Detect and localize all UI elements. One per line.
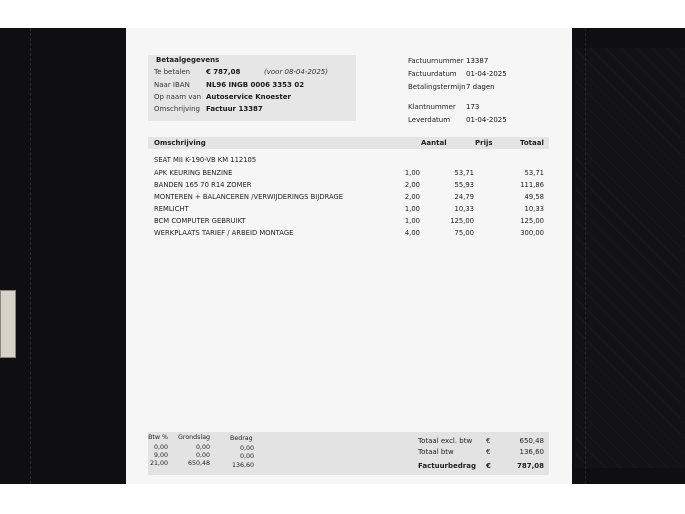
vat-amount: 0,00 bbox=[239, 453, 254, 460]
table-row bbox=[154, 205, 544, 215]
payment-term-label: Betalingstermijn bbox=[408, 83, 466, 91]
item-description: APK KEURING BENZINE bbox=[154, 169, 233, 177]
payment-label: Op naam van bbox=[154, 93, 202, 101]
vat-base-header: Grondslag bbox=[178, 434, 211, 441]
iban-value: NL96 INGB 0006 3353 02 bbox=[206, 81, 305, 89]
vat-rate: 0,00 bbox=[153, 444, 168, 451]
total-excl-currency: € bbox=[486, 437, 491, 445]
item-price: 24,79 bbox=[454, 193, 474, 201]
paper-clip bbox=[0, 290, 16, 358]
delivery-date-value: 01-04-2025 bbox=[466, 116, 507, 124]
col-total: Totaal bbox=[520, 139, 544, 147]
payment-label: Omschrijving bbox=[154, 105, 200, 113]
invoice-sheet bbox=[126, 28, 572, 484]
vat-base: 650,48 bbox=[188, 460, 211, 467]
item-quantity: 1,00 bbox=[404, 217, 420, 225]
vat-rate: 9,00 bbox=[153, 452, 168, 459]
payment-amount: € 787,08 bbox=[206, 68, 241, 76]
payee-name: Autoservice Knoester bbox=[206, 93, 291, 101]
item-quantity: 1,00 bbox=[404, 205, 420, 213]
item-total: 53,71 bbox=[524, 169, 544, 177]
item-total: 300,00 bbox=[520, 229, 544, 237]
payment-label: Naar IBAN bbox=[154, 81, 190, 89]
col-quantity: Aantal bbox=[421, 139, 447, 147]
total-excl-label: Totaal excl. btw bbox=[418, 437, 473, 445]
col-price: Prijs bbox=[475, 139, 493, 147]
vat-base: 0,00 bbox=[195, 444, 210, 451]
payment-reference: Factuur 13387 bbox=[206, 105, 263, 113]
vat-rate-header: Btw % bbox=[148, 434, 168, 441]
seat-stitching bbox=[585, 28, 588, 484]
item-total: 49,58 bbox=[524, 193, 544, 201]
item-price: 55,93 bbox=[454, 181, 474, 189]
item-description: SEAT MII K-190-VB KM 112105 bbox=[154, 156, 257, 164]
item-description: BANDEN 165 70 R14 ZOMER bbox=[154, 181, 252, 189]
seat-fabric-pattern bbox=[575, 48, 685, 468]
invoice-number-value: 13387 bbox=[466, 57, 489, 65]
table-row bbox=[154, 217, 544, 227]
payment-details-block bbox=[148, 55, 356, 121]
line-items-header bbox=[148, 137, 549, 149]
item-total: 111,86 bbox=[520, 181, 544, 189]
col-description: Omschrijving bbox=[154, 139, 206, 147]
table-row bbox=[154, 181, 544, 191]
seat-stitching bbox=[30, 28, 33, 484]
invoice-date-label: Factuurdatum bbox=[408, 70, 457, 78]
item-price: 53,71 bbox=[454, 169, 474, 177]
item-price: 125,00 bbox=[450, 217, 474, 225]
item-price: 75,00 bbox=[454, 229, 474, 237]
table-row bbox=[154, 229, 544, 239]
vat-rate: 21,00 bbox=[149, 460, 168, 467]
item-total: 125,00 bbox=[520, 217, 544, 225]
total-excl-value: 650,48 bbox=[519, 437, 544, 445]
vat-amount-header: Bedrag bbox=[230, 435, 253, 442]
invoice-total-currency: € bbox=[486, 462, 491, 470]
item-description: REMLICHT bbox=[154, 205, 189, 213]
payment-label: Te betalen bbox=[154, 68, 191, 76]
total-vat-value: 136,60 bbox=[519, 448, 544, 456]
vat-amount: 0,00 bbox=[239, 445, 254, 452]
payment-title: Betaalgegevens bbox=[156, 56, 220, 64]
vat-amount: 136,60 bbox=[232, 462, 255, 469]
invoice-number-label: Factuurnummer bbox=[408, 57, 464, 65]
invoice-total-value: 787,08 bbox=[516, 462, 544, 470]
item-quantity: 2,00 bbox=[404, 193, 420, 201]
item-total: 10,33 bbox=[524, 205, 544, 213]
table-row bbox=[154, 193, 544, 203]
total-vat-currency: € bbox=[486, 448, 491, 456]
invoice-total-label: Factuurbedrag bbox=[418, 462, 476, 470]
vat-base: 0,00 bbox=[195, 452, 210, 459]
payment-term-value: 7 dagen bbox=[466, 83, 495, 91]
item-price: 10,33 bbox=[454, 205, 474, 213]
item-quantity: 1,00 bbox=[404, 169, 420, 177]
total-vat-label: Totaal btw bbox=[418, 448, 454, 456]
customer-number-value: 173 bbox=[466, 103, 480, 111]
table-row bbox=[154, 169, 544, 179]
customer-number-label: Klantnummer bbox=[408, 103, 456, 111]
vat-totals-block bbox=[148, 432, 549, 475]
invoice-date-value: 01-04-2025 bbox=[466, 70, 507, 78]
table-row bbox=[154, 156, 544, 166]
item-description: MONTEREN + BALANCEREN /VERWIJDERINGS BIJDRAGE bbox=[154, 193, 344, 201]
item-quantity: 4,00 bbox=[404, 229, 420, 237]
delivery-date-label: Leverdatum bbox=[408, 116, 451, 124]
payment-due-note: (voor 08-04-2025) bbox=[264, 68, 328, 76]
item-description: BCM COMPUTER GEBRUIKT bbox=[154, 217, 246, 225]
item-description: WERKPLAATS TARIEF / ARBEID MONTAGE bbox=[154, 229, 294, 237]
item-quantity: 2,00 bbox=[404, 181, 420, 189]
